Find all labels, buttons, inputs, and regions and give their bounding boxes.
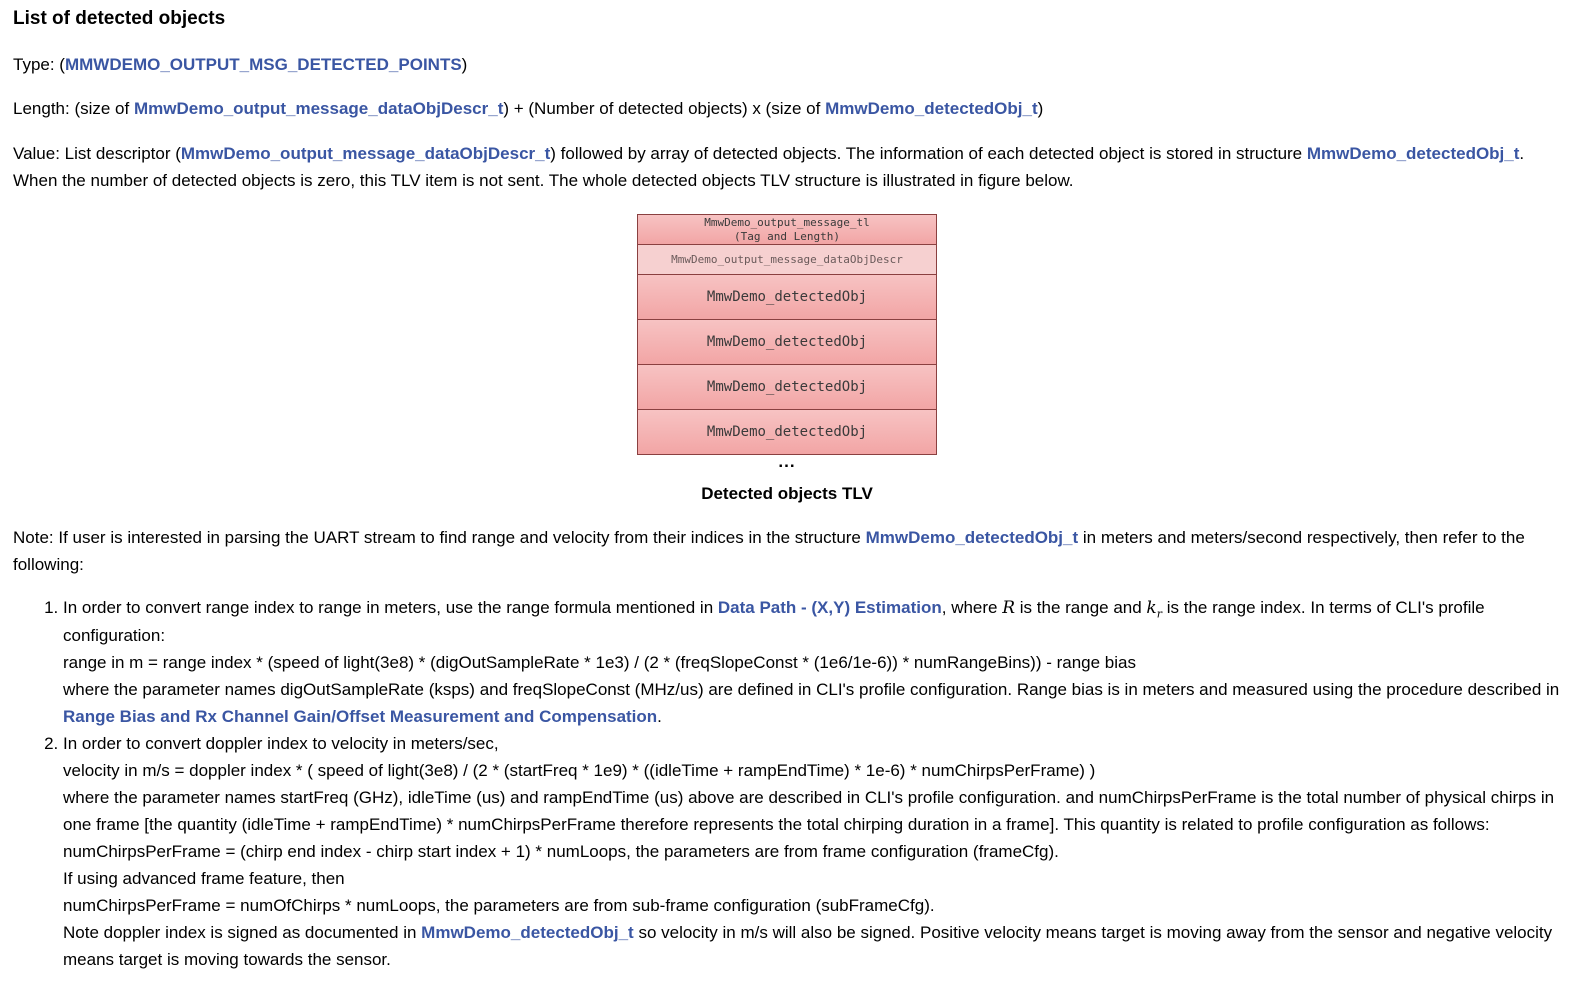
velocity-formula: velocity in m/s = doppler index * ( speed of light(3e8) / (2 * (startFreq * 1e9) * ((idleTime + rampEndTime) * 1e-6) * numChirpsPerFrame) ) <box>63 761 1096 780</box>
detected-object-box: MmwDemo_detectedObj <box>637 275 937 320</box>
tlv-descriptor-box: MmwDemo_output_message_dataObjDescr <box>637 245 937 275</box>
detected-object-box: MmwDemo_detectedObj <box>637 365 937 410</box>
range-index-symbol: $k_r$ <box>1146 598 1162 621</box>
range-symbol: R <box>1002 598 1016 618</box>
detected-object-box: MmwDemo_detectedObj <box>637 410 937 455</box>
chirps-per-frame-advanced-formula: numChirpsPerFrame = numOfChirps * numLoops, the parameters are from sub-frame configuration (subFrameCfg). <box>63 896 935 915</box>
list-item-velocity: 2. In order to convert doppler index to velocity in meters/sec, velocity in m/s = doppler index * ( speed of light(3e8) / (2 * (startFreq * 1e9) * ((idleTime + rampEndTime) * 1e-6) * numChirpsPerFrame) ) where the parameter names startFreq (GHz), idleTime (us) and rampEndTime (us) above are described in CLI's profile configuration. and numChirpsPerFrame is the total number of physical chirps in one frame [the quantity (idleTime + rampEndTime) * numChirpsPerFrame therefore represents the total chirping duration in a frame]. This quantity is related to profile configuration as follows: numChirpsPerFrame = (chirp end index - chirp start index + 1) * numLoops, the parameters are from frame configuration (frameCfg). If using advanced frame feature, then numChirpsPerFrame = numOfChirps * numLoops, the parameters are from sub-frame configuration (subFrameCfg). Note doppler index is signed as documented in MmwDemo_detectedObj_t so velocity in m/s will also be signed. Positive velocity means target is moving away from the sensor and negative velocity means target is moving towards the sensor. <box>63 730 1571 973</box>
detectedobj-link[interactable]: MmwDemo_detectedObj_t <box>421 923 634 942</box>
list-item-range: 1. In order to convert range index to range in meters, use the range formula mentioned in Data Path - (X,Y) Estimation, where R is the range and $k_r$ is the range index. In terms of CLI's profile configuration: range in m = range index * (speed of light(3e8) * (digOutSampleRate * 1e3) / (2 * (freqSlopeConst * (1e6/1e-6)) * numRangeBins)) - range bias where the parameter names digOutSampleRate (ksps) and freqSlopeConst (MHz/us) are defined in CLI's profile configuration. Range bias is in meters and measured using the procedure described in Range Bias and Rx Channel Gain/Offset Measurement and Compensation. <box>63 594 1571 730</box>
dataobjdescr-link[interactable]: MmwDemo_output_message_dataObjDescr_t <box>133 99 504 118</box>
tlv-header-line1: MmwDemo_output_message_tl <box>704 216 870 229</box>
detectedobj-link[interactable]: MmwDemo_detectedObj_t <box>825 99 1038 118</box>
tlv-header-line2: (Tag and Length) <box>734 230 840 243</box>
tlv-header-box <box>637 214 937 245</box>
chirps-per-frame-formula: numChirpsPerFrame = (chirp end index - chirp start index + 1) * numLoops, the parameters are from frame configuration (frameCfg). <box>63 842 1059 861</box>
length-line: Length: (size of MmwDemo_output_message_dataObjDescr_t) + (Number of detected objects) x (size of MmwDemo_detectedObj_t) <box>13 99 1044 118</box>
detectedobj-link[interactable]: MmwDemo_detectedObj_t <box>1306 144 1520 163</box>
type-link[interactable]: MMWDEMO_OUTPUT_MSG_DETECTED_POINTS <box>64 55 462 74</box>
detected-object-box: MmwDemo_detectedObj <box>637 320 937 365</box>
diagram-ellipsis: ... <box>778 452 796 471</box>
note-paragraph: Note: If user is interested in parsing the UART stream to find range and velocity from their indices in the structure MmwDemo_detectedObj_t in meters and meters/second respectively, then refer to the following: <box>13 528 1525 574</box>
conversion-steps-list <box>13 594 1571 973</box>
range-bias-link[interactable]: Range Bias and Rx Channel Gain/Offset Measurement and Compensation <box>63 707 658 726</box>
section-heading: List of detected objects <box>13 8 226 29</box>
type-line: Type: (MMWDEMO_OUTPUT_MSG_DETECTED_POINTS) <box>13 55 468 74</box>
detectedobj-link[interactable]: MmwDemo_detectedObj_t <box>865 528 1079 547</box>
tlv-structure-diagram <box>637 214 937 455</box>
range-formula: range in m = range index * (speed of light(3e8) * (digOutSampleRate * 1e3) / (2 * (freqSlopeConst * (1e6/1e-6)) * numRangeBins)) - range bias <box>63 653 1136 672</box>
data-path-estimation-link[interactable]: Data Path - (X,Y) Estimation <box>717 598 942 617</box>
diagram-caption: Detected objects TLV <box>701 484 873 503</box>
dataobjdescr-link[interactable]: MmwDemo_output_message_dataObjDescr_t <box>180 144 551 163</box>
value-paragraph: Value: List descriptor (MmwDemo_output_message_dataObjDescr_t) followed by array of detected objects. The information of each detected object is stored in structure MmwDemo_detectedObj_t. When the number of detected objects is zero, this TLV item is not sent. The whole detected objects TLV structure is illustrated in figure below. <box>13 144 1525 190</box>
